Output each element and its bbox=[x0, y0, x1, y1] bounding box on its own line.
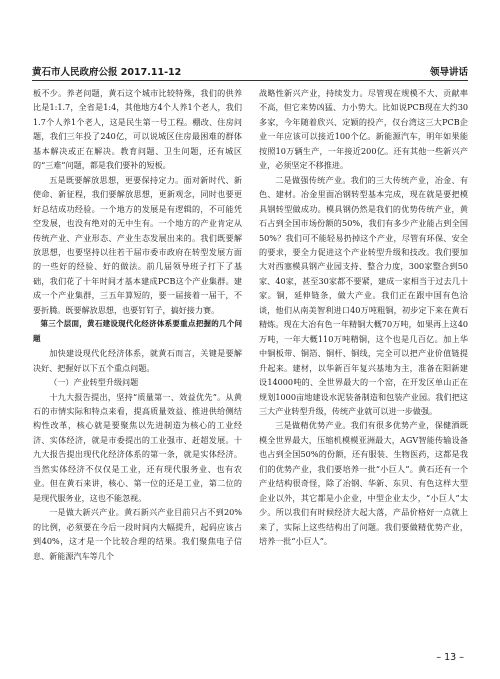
publication-title: 黄石市人民政府公报 2017.11-12 bbox=[32, 67, 182, 78]
paragraph: 一是做大新兴产业。黄石新兴产业目前只占不到20%的比例，必须要在今后一段时间内大幅提升，起码应该占到40%，这才是一个比较合理的结果。我们聚焦电子信息、新能源汽车等几个 bbox=[33, 507, 242, 561]
paragraph: 战略性新兴产业，持续发力。尽管现在规模不大、贡献率不高，但它来势凶猛、力小势大。比如说PCB现在大约30多家，今年随着欣兴、定颖的投产，仅台湾这三大PCB企业一年应该可以接近100个亿。新能源汽车，明年如果能按照10万辆生产，一年接近200亿。还有其他一些新兴产业，必须坚定不移推进。 bbox=[259, 88, 468, 171]
subsection-heading: （一）产业转型升级问题 bbox=[49, 377, 139, 388]
paragraph: 三是做精优势产业。我们有很多优势产业，保健酒既模全世界最大，压缩机模模亚洲最大，AGV智能传输设备也占到全国50%的份额，还有服装、生物医药，这都是我们的优势产业，我们要培养一批“小巨人”。黄石还有一个产业结构很奇怪，除了冶钢、华新、东贝、有色这样大型企业以外，其它都是小企业，中型企业太少，“小巨人”太少。所以我们有时候经济大起大落，产品价格好一点就上来了，实际上这些结构出了问题。我们要做精优势产业，培养一批“小巨人”。 bbox=[259, 420, 468, 547]
right-column bbox=[259, 86, 468, 646]
page-number: – 13 – bbox=[436, 652, 464, 663]
paragraph: 五是既要解放思想，更要保持定力。面对新时代、新使命、新征程，我们要解放思想，更新观念，同时也要更好总结成功经验。一个地方的发展是有逻辑的，不可能凭空发展，也没有绝对的无中生有。一个地方的产业肯定从传统产业、产业形态、产业生态发展出来的。我们既要解放思想，也要坚持以往若干届市委市政府在转型发展方面的一些好的经验、好的做法。前几届领导班子打下了基础，我们花了十年时间才基本建成PCB这个产业集群。建成一个产业集群，三五年算短的，要一届接着一届干，不要折腾。既要解放思想，也要钉钉子，搞好接力赛。 bbox=[33, 174, 242, 315]
left-column bbox=[33, 86, 242, 646]
paragraph: 十九大报告提出，坚持“质量第一、效益优先”。从黄石的市情实际和特点来看，提高质量效益、推进供给侧结构性改革，核心就是要聚焦以先进制造为核心的工业经济、实体经济，就是市委提出的工业强市、赶超发展。十九大报告提出现代化经济体系的第一条，就是实体经济。当然实体经济不仅仅是工业，还有现代服务业、也有农业。但在黄石来讲，核心、第一位的还是工业，第二位的是现代服务业，这也不能忽视。 bbox=[33, 391, 242, 503]
paragraph: 加快建设现代化经济体系，就黄石而言，关键是要解决好、把握好以下五个重点问题。 bbox=[33, 348, 242, 373]
header-rule bbox=[32, 80, 468, 81]
paragraph: 板不少。养老问题，黄石这个城市比较特殊，我们的供养比是1:1.7，全省是1:4，其他地方4个人养1个老人，我们1.7个人养1个老人，这是民生第一号工程。棚改、住房问题，我们三年投了240亿，可以说城区住房最困难的群体基本解决或正在解决。教育问题、卫生问题，还有城区的“三难”问题，都是我们要补的短板。 bbox=[33, 88, 242, 171]
paragraph: 二是做强传统产业。我们的三大传统产业，冶金、有色、建材。冶金里面冶钢转型基本完成，现在就是要把模具钢转型做成功。模具钢仍然是我们的优势传统产业，黄石占到全国市场份额的50%，我们有多少产业能占到全国50%？我们可不能轻易扔掉这个产业，尽管有环保、安全的要求，要全力促进这个产业转型升级和技改。我们要加大对西塞模具钢产业园支持、整合力度，300家整合到50家、40家，甚至30家都不要紧，建成一家相当于过去几十家。铜，延伸链条，做大产业。我们正在跟中国有色洽谈，他们从南美智利进口40万吨粗铜，初步定下来在黄石精炼。现在大冶有色一年精铜大概70万吨，如果再上这40万吨，一年大概110万吨精铜，这个也是几百亿。加上华中铜板带、铜箔、铜杆、铜线，完全可以把产业价值链提升起来。建材，以华新百年复兴基地为主，准备在阳新建设14000吨的、全世界最大的一个窑，在开发区单山正在规划1000亩地建设水泥装备制造和包装产业园。我们把这三大产业转型升级，传统产业就可以进一步做强。 bbox=[259, 174, 468, 416]
section-heading: 第三个层面，黄石建设现代化经济体系要重点把握的几个问题 bbox=[33, 319, 242, 343]
section-title: 领导讲话 bbox=[429, 67, 468, 78]
running-header bbox=[32, 64, 468, 78]
